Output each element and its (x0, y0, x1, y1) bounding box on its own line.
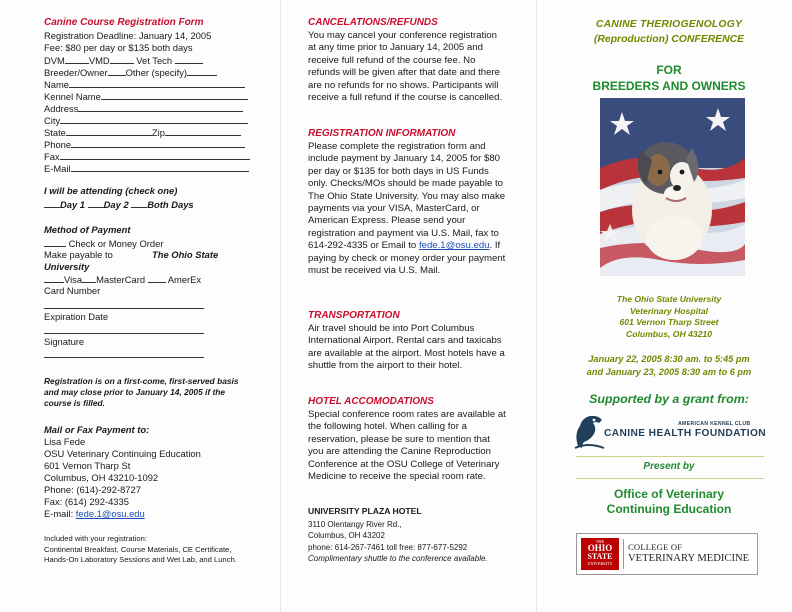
chf-name: CANINE HEALTH FOUNDATION (604, 428, 767, 439)
day2-label: Day 2 (103, 199, 129, 210)
fee-text: Fee: $80 per day or $135 both days (44, 42, 193, 53)
address-label: Address (44, 103, 79, 114)
day1-label: Day 1 (60, 199, 86, 210)
office-block (556, 487, 782, 517)
first-come-notice: Registration is on a first-come, first-served basis and may close prior to January 14, 2005 if the course is filled. (44, 376, 239, 408)
chf-logo (572, 410, 772, 452)
transportation-heading: TRANSPORTATION (308, 310, 400, 321)
card-number-field[interactable] (44, 308, 204, 309)
mail-email-row (44, 508, 264, 520)
city-label: City (44, 115, 61, 126)
signature-label: Signature (44, 336, 85, 347)
hotel-heading: HOTEL ACCOMODATIONS (308, 396, 434, 407)
payable-prefix: Make payable to (44, 249, 113, 260)
registration-info-body (308, 141, 506, 277)
phone-label: Phone (44, 139, 72, 150)
included-heading: Included with your registration: (44, 534, 147, 543)
hotel-phone: phone: 614-267-7461 toll free: 877-677-5292 (308, 542, 468, 552)
state-field[interactable] (66, 126, 152, 136)
logo-separator (623, 539, 624, 569)
hotel-address-line: 3110 Olentangy River Rd., (308, 520, 402, 529)
fax-label: Fax (44, 151, 60, 162)
cover-for-line2: BREEDERS AND OWNERS (592, 79, 746, 93)
day2-checkbox-line[interactable] (88, 198, 104, 208)
both-days-label: Both Days (147, 199, 194, 210)
address-field[interactable] (78, 102, 243, 112)
mail-line: Lisa Fede (44, 436, 86, 447)
other-specify-line[interactable] (187, 66, 217, 76)
visa-checkbox-line[interactable] (44, 273, 64, 283)
hotel-shuttle: Complimentary shuttle to the conference available. (308, 554, 488, 564)
mail-line: 601 Vernon Tharp St (44, 460, 131, 471)
email-field[interactable] (71, 162, 249, 172)
osu-college-logo (576, 533, 758, 575)
name-field[interactable] (69, 78, 245, 88)
vet-tech-checkbox-line[interactable] (175, 54, 203, 64)
mail-line: Phone: (614)-292-8727 (44, 484, 141, 495)
hotel-address-line: Columbus, OH 43202 (308, 531, 385, 541)
fax-field[interactable] (60, 150, 250, 160)
dvm-label: DVM (44, 55, 65, 66)
reg-body-part1: Please complete the registration form and include payment by January 14, 2005 for $80 per day or $135 for both days in US Funds only. Checks/MOs should be made payable to The Ohio State University. You may also make payments via your VISA, MasterCard, or American Express. Please send your registration and payment via U.S. Mail, fax to 614-292-4335 or Email to (308, 141, 506, 252)
osu-seal-text: OHIO (587, 543, 613, 553)
phone-field[interactable] (71, 138, 245, 148)
hotel-details (308, 519, 508, 565)
included-body: Continental Breakfast, Course Materials, CE Certificate, Hands-On Laboratory Sessions and Wet Lab, and Lunch. (44, 545, 237, 564)
attending-heading: I will be attending (check one) (44, 185, 178, 196)
osu-seal-text: STATE (587, 552, 613, 561)
divider (576, 478, 764, 479)
office-line: Continuing Education (606, 502, 732, 516)
divider (576, 456, 764, 457)
mail-address-block (44, 436, 264, 520)
date-line: and January 23, 2005 8:30 am to 6 pm (586, 367, 752, 377)
office-line: Office of Veterinary (613, 487, 725, 501)
registration-form-panel (28, 0, 260, 612)
expiration-field[interactable] (44, 333, 204, 334)
mail-line: Fax: (614) 292-4335 (44, 496, 129, 507)
cover-title-line1: CANINE THERIOGENOLOGY (595, 19, 743, 30)
amex-checkbox-line[interactable] (148, 273, 166, 283)
other-label: Other (specify) (125, 67, 188, 78)
college-line1: COLLEGE OF (628, 542, 683, 552)
day1-checkbox-line[interactable] (44, 198, 60, 208)
expiration-label: Expiration Date (44, 311, 109, 322)
check-checkbox-line[interactable] (44, 237, 66, 247)
kennel-label: Kennel Name (44, 91, 101, 102)
venue-line: The Ohio State University (616, 294, 722, 304)
dog-silhouette-icon (572, 412, 606, 450)
dvm-checkbox-line[interactable] (65, 54, 89, 64)
venue-line: 601 Vernon Tharp Street (619, 317, 719, 327)
venue-block (556, 294, 782, 340)
date-line: January 22, 2005 8:30 am. to 5:45 pm (588, 354, 750, 364)
dog-flag-photo (600, 98, 745, 276)
osu-seal (581, 538, 619, 570)
presented-by-label: Present by (643, 461, 695, 472)
kennel-field[interactable] (101, 90, 248, 100)
mail-email-link[interactable]: fede.1@osu.edu (75, 508, 145, 519)
mastercard-checkbox-line[interactable] (82, 273, 96, 283)
vmd-checkbox-line[interactable] (110, 54, 134, 64)
amex-label: AmerEx (167, 274, 202, 285)
city-field[interactable] (60, 114, 248, 124)
fold-line (280, 0, 281, 612)
venue-line: Columbus, OH 43210 (626, 328, 712, 339)
zip-label: Zip (151, 127, 165, 138)
card-number-label: Card Number (44, 285, 101, 296)
cover-for-line1: FOR (656, 63, 682, 77)
akc-label: AMERICAN KENNEL CLUB (678, 421, 751, 427)
cancel-heading: CANCELATIONS/REFUNDS (308, 17, 438, 28)
college-line2: VETERINARY MEDICINE (628, 553, 750, 564)
zip-field[interactable] (165, 126, 241, 136)
fold-line (536, 0, 537, 612)
breeder-label: Breeder/Owner (44, 67, 108, 78)
mastercard-label: MasterCard (96, 274, 146, 285)
mail-heading: Mail or Fax Payment to: (44, 424, 150, 435)
breeder-checkbox-line[interactable] (108, 66, 126, 76)
email-label: E-Mail (44, 163, 71, 174)
transportation-body: Air travel should be into Port Columbus International Airport. Rental cars and taxicabs are available at the airport. Most hotels have a shuttle from the airport to their hotel. (308, 323, 505, 372)
reg-body-part2: . If paying by check or money order your payment must be received via U.S. Mail. (308, 240, 506, 277)
cancel-body: You may cancel your conference registration at any time prior to January 14, 2005 and receive full refund of the course fee. No refunds will be given after that date and there are no refunds for no shows. Participants will receive a full refund if the course is cancelled. (308, 30, 503, 104)
deadline-text: Registration Deadline: January 14, 2005 (44, 30, 212, 41)
venue-line: Veterinary Hospital (629, 305, 708, 316)
dog-flag-illustration (600, 98, 745, 276)
hotel-name: UNIVERSITY PLAZA HOTEL (308, 506, 422, 516)
hotel-body: Special conference room rates are available at the following hotel. When calling for a reservation, please be sure to mention that you are attending the Canine Reproduction Conference at the OSU College of Veterinary Medicine to receive the special room rate. (308, 409, 506, 483)
reg-email-link[interactable]: fede.1@osu.edu (418, 240, 490, 252)
mail-line: OSU Veterinary Continuing Education (44, 448, 201, 459)
payment-heading: Method of Payment (44, 224, 131, 235)
signature-field[interactable] (44, 357, 204, 358)
both-days-checkbox-line[interactable] (131, 198, 147, 208)
email-row (44, 162, 249, 175)
vmd-label: VMD (88, 55, 110, 66)
dates-block (556, 353, 782, 379)
state-label: State (44, 127, 66, 138)
grant-heading: Supported by a grant from: (589, 392, 749, 406)
payable-name: The Ohio State University (44, 249, 219, 272)
attending-options (44, 198, 194, 211)
cover-title-line2: (Reproduction) CONFERENCE (593, 34, 745, 45)
visa-label: Visa (64, 274, 83, 285)
osu-seal-text: THE (595, 539, 605, 544)
check-label: Check or Money Order (68, 238, 164, 249)
vet-tech-label: Vet Tech (136, 55, 173, 66)
information-panel (306, 0, 506, 612)
mail-email-label: E-mail: (44, 508, 76, 519)
osu-seal-text: UNIVERSITY (587, 561, 613, 566)
name-label: Name (44, 79, 70, 90)
mail-line: Columbus, OH 43210-1092 (44, 472, 159, 483)
registration-info-heading: REGISTRATION INFORMATION (308, 128, 456, 139)
form-title: Canine Course Registration Form (44, 17, 204, 28)
